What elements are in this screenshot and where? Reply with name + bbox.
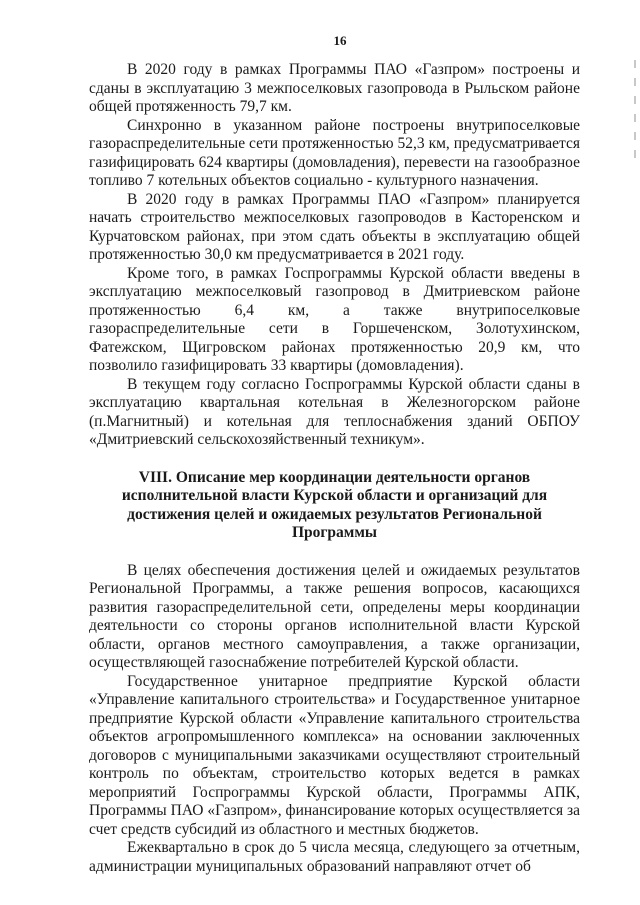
paragraph: В текущем году согласно Госпрограммы Курской области сданы в эксплуатацию квартальная котельная в Железногорском районе (п.Магнитный) и котельная для теплоснабжения зданий ОБПОУ «Дмитриевский сельскохозяйственный техникум». xyxy=(89,375,580,448)
paragraph: Ежеквартально в срок до 5 числа месяца, следующего за отчетным, администрации муниципальных образований направляют отчет об xyxy=(89,839,580,875)
paragraph: В целях обеспечения достижения целей и ожидаемых результатов Региональной Программы, а также решения вопросов, касающихся развития газораспределительной сети, определены меры координации деятельности со стороны органов исполнительной власти Курской области, органов местного самоуправления, а также организации, осуществляющей газоснабжение потребителей Курской области. xyxy=(89,561,580,671)
document-body xyxy=(89,61,580,876)
section-heading: VIII. Описание мер координации деятельности органов исполнительной власти Курской области и организаций для достижения целей и ожидаемых результатов Региональной Программы xyxy=(121,468,548,541)
paragraph: Государственное унитарное предприятие Курской области «Управление капитального строительства» и Государственное унитарное предприятие Курской области «Управление капитального строительства объектов агропромышленного комплекса» на основании заключенных договоров с муниципальными заказчиками осуществляют строительный контроль по объектам, строительство которых ведется в рамках мероприятий Госпрограммы Курской области, Программы АПК, Программы ПАО «Газпром», финансирование которых осуществляется за счет средств субсидий из областного и местных бюджетов. xyxy=(89,672,580,838)
scan-edge-marks xyxy=(633,60,637,200)
paragraph: В 2020 году в рамках Программы ПАО «Газпром» построены и сданы в эксплуатацию 3 межпоселковых газопровода в Рыльском районе общей протяженность 79,7 км. xyxy=(89,61,580,115)
paragraph: Синхронно в указанном районе построены внутрипоселковые газораспределительные сети протяженностью 52,3 км, предусматривается газифицировать 624 квартиры (домовладения), перевести на газообразное топливо 7 котельных объектов социально - культурного назначения. xyxy=(89,116,580,189)
paragraph: Кроме того, в рамках Госпрограммы Курской области введены в эксплуатацию межпоселковый газопровод в Дмитриевском районе протяженностью 6,4 км, а также внутрипоселковые газораспределительные сети в Горшеченском, Золотухинском, Фатежском, Щигровском районах протяженностью 20,9 км, что позволило газифицировать 33 квартиры (домовладения). xyxy=(89,264,580,374)
page-number: 16 xyxy=(333,33,347,48)
paragraph: В 2020 году в рамках Программы ПАО «Газпром» планируется начать строительство межпоселковых газопроводов в Касторенском и Курчатовском районах, при этом сдать объекты в эксплуатацию общей протяженностью 30,0 км предусматривается в 2021 году. xyxy=(89,190,580,263)
